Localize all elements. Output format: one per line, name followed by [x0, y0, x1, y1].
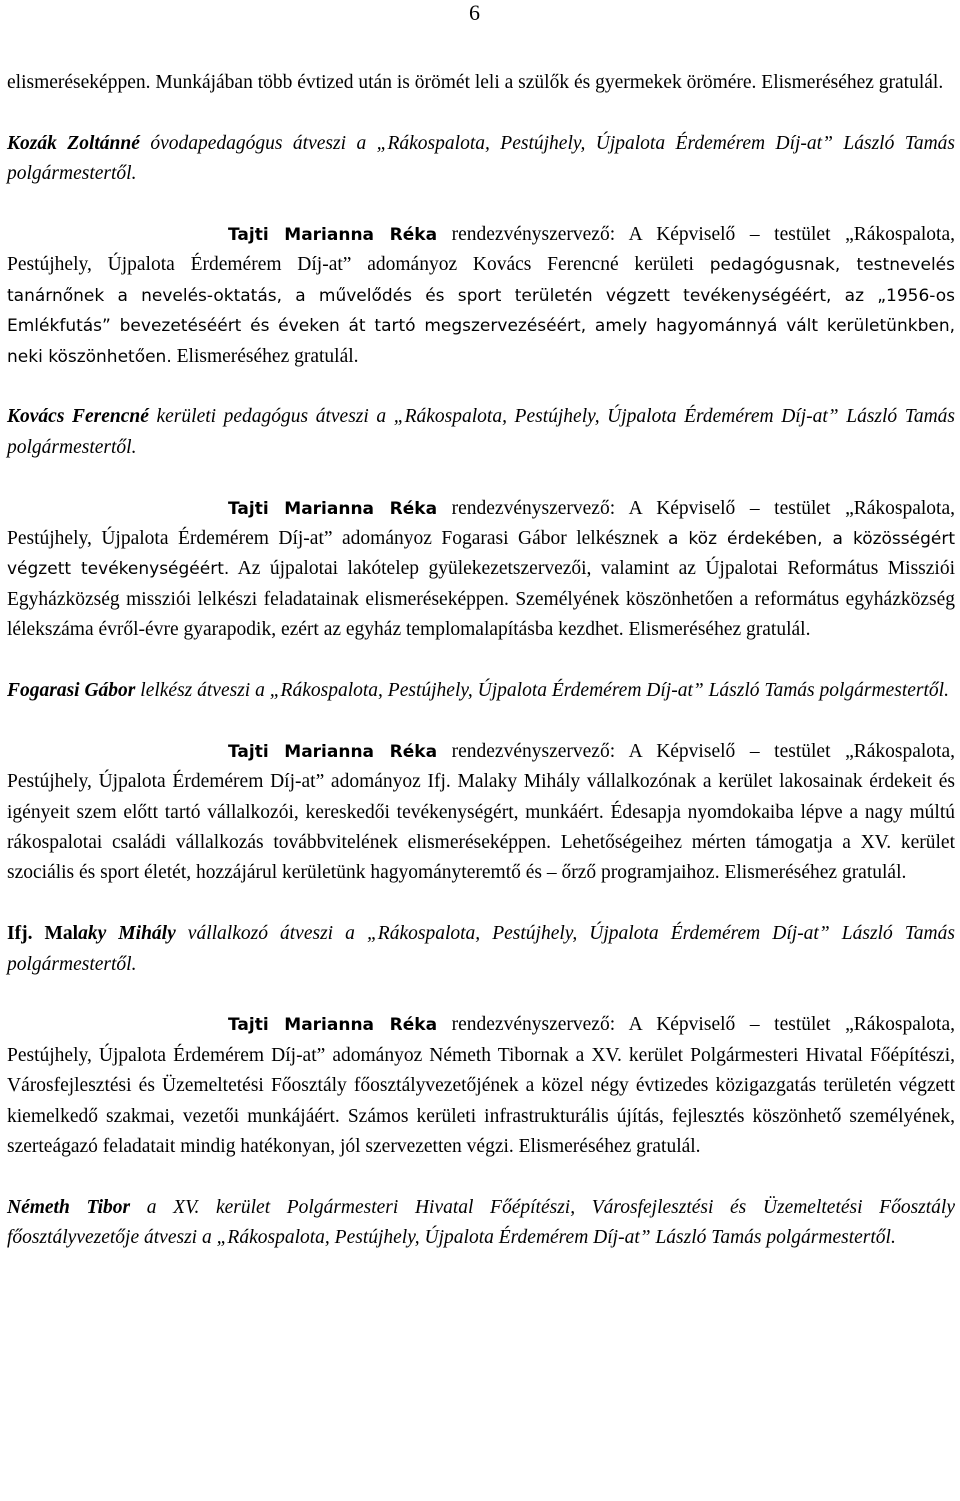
citation-text: rendezvényszervező: A Képviselő – testület „Rákospalota, Pestújhely, Újpalota Érdemérem Díj-at” adományoz Kovács Ferencné kerületi [7, 224, 955, 276]
presenter-name: Tajti Marianna Réka [228, 741, 438, 762]
citation-text-sans: a köz érdekében, a közösségért végzett tevékenységéért. [7, 529, 955, 580]
awardee-name: Németh Tibor [7, 1196, 131, 1218]
awardee-name: Kovács Ferencné [7, 406, 149, 428]
citation-text: rendezvényszervező: A Képviselő – testület „Rákospalota, Pestújhely, Újpalota Érdemérem Díj-at” adományoz Fogarasi Gábor lelkésznek [7, 497, 955, 550]
award-text: kerületi pedagógus átveszi a „Rákospalota, Pestújhely, Újpalota Érdemérem Díj-at” László Tamás polgármestertől. [7, 406, 955, 458]
presenter-name: Tajti Marianna Réka [228, 225, 438, 245]
award-paragraph-malaky [7, 919, 955, 980]
presenter-name: Tajti Marianna Réka [228, 1015, 438, 1036]
award-text: óvodapedagógus átveszi a „Rákospalota, Pestújhely, Újpalota Érdemérem Díj-at” László Tamás polgármestertől. [7, 132, 955, 185]
award-text: lelkész átveszi a „Rákospalota, Pestújhely, Újpalota Érdemérem Díj-at” László Tamás polgármestertől. [135, 680, 949, 702]
award-paragraph-nemeth [7, 1193, 955, 1254]
presenter-name: Tajti Marianna Réka [228, 498, 438, 519]
paragraph-continuation: elismeréseképpen. Munkájában több évtized után is örömét leli a szülők és gyermekek örömére. Elismeréséhez gratulál. [7, 72, 944, 93]
citation-text-sans: pedagógusnak, testnevelés tanárnőnek a nevelés-oktatás, a művelődés és sport területén végzett tevékenységéért, az „1956-os Emlékfutás” bevezetéséért és éveken át tartó megszervezéséért, amely hagyománnyá vált kerületünkben, neki köszönhetően. [7, 255, 955, 367]
page-number: 6 [469, 0, 480, 25]
award-text: vállalkozó átveszi a „Rákospalota, Pestújhely, Újpalota Érdemérem Díj-at” László Tamás polgármestertől. [7, 923, 955, 975]
award-paragraph-fogarasi [7, 676, 955, 706]
citation-paragraph-nemeth [7, 1010, 955, 1162]
citation-paragraph-malaky [7, 737, 955, 889]
citation-paragraph-kovacs [7, 220, 955, 372]
citation-text: rendezvényszervező: A Képviselő – testület „Rákospalota, Pestújhely, Újpalota Érdemérem Díj-at” adományoz Ifj. Malaky Mihály vállalkozónak a kerület lakosainak érdekeit és igényeit szem előtt tartó vállalkozói, kereskedői tevékenységért, munkáért. Édesapja nyomdokaiba lépve a nagy múltú rákospalotai családi vállalkozás továbbvitelének elismeréseképpen. Lehetőségeihez mérten támogatja a XV. kerület szociális és sport életét, hozzájárul kerületünk hagyományteremtő és – őrző programjaihoz. Elismeréséhez gratulál. [7, 740, 955, 884]
award-paragraph-kozak [7, 129, 955, 190]
citation-text-end: Elismeréséhez gratulál. [171, 345, 359, 367]
award-paragraph-kovacs [7, 402, 955, 463]
document-body [7, 68, 955, 1284]
awardee-name-plain: Ifj. Mal [7, 923, 79, 945]
citation-text-end: Az újpalotai lakótelep gyülekezetszervezői, valamint az Újpalotai Református Missziói Egyházközség missziói lelkészi feladatainak elismeréseképpen. Személyének köszönhetően a református egyházközség lélekszáma évről-évre gyarapodik, ezért az egyház templomalapításba kezdhet. Elismeréséhez gratulál. [7, 558, 955, 641]
award-text: a XV. kerület Polgármesteri Hivatal Főépítészi, Városfejlesztési és Üzemeltetési Főosztály főosztályvezetője átveszi a „Rákospalota, Pestújhely, Újpalota Érdemérem Díj-at” László Tamás polgármestertől. [7, 1196, 955, 1249]
awardee-name: Fogarasi Gábor [7, 680, 136, 702]
awardee-name: Kozák Zoltánné [7, 132, 140, 154]
awardee-name-italic: aky Mihály [78, 923, 176, 945]
citation-text: rendezvényszervező: A Képviselő – testület „Rákospalota, Pestújhely, Újpalota Érdemérem Díj-at” adományoz Németh Tibornak a XV. kerület Polgármesteri Hivatal Főépítészi, Városfejlesztési és Üzemeltetési Főosztály főosztályvezetőjének a közel négy évtizedes közigazgatás területén végzett kiemelkedő szakmai, vezetői munkájáért. Számos kerületi infrastrukturális újítás, fejlesztés köszönhető személyének, szerteágazó feladatait mindig hatékonyan, jól szervezetten végzi. Elismeréséhez gratulál. [7, 1014, 955, 1158]
citation-paragraph-fogarasi [7, 494, 955, 646]
